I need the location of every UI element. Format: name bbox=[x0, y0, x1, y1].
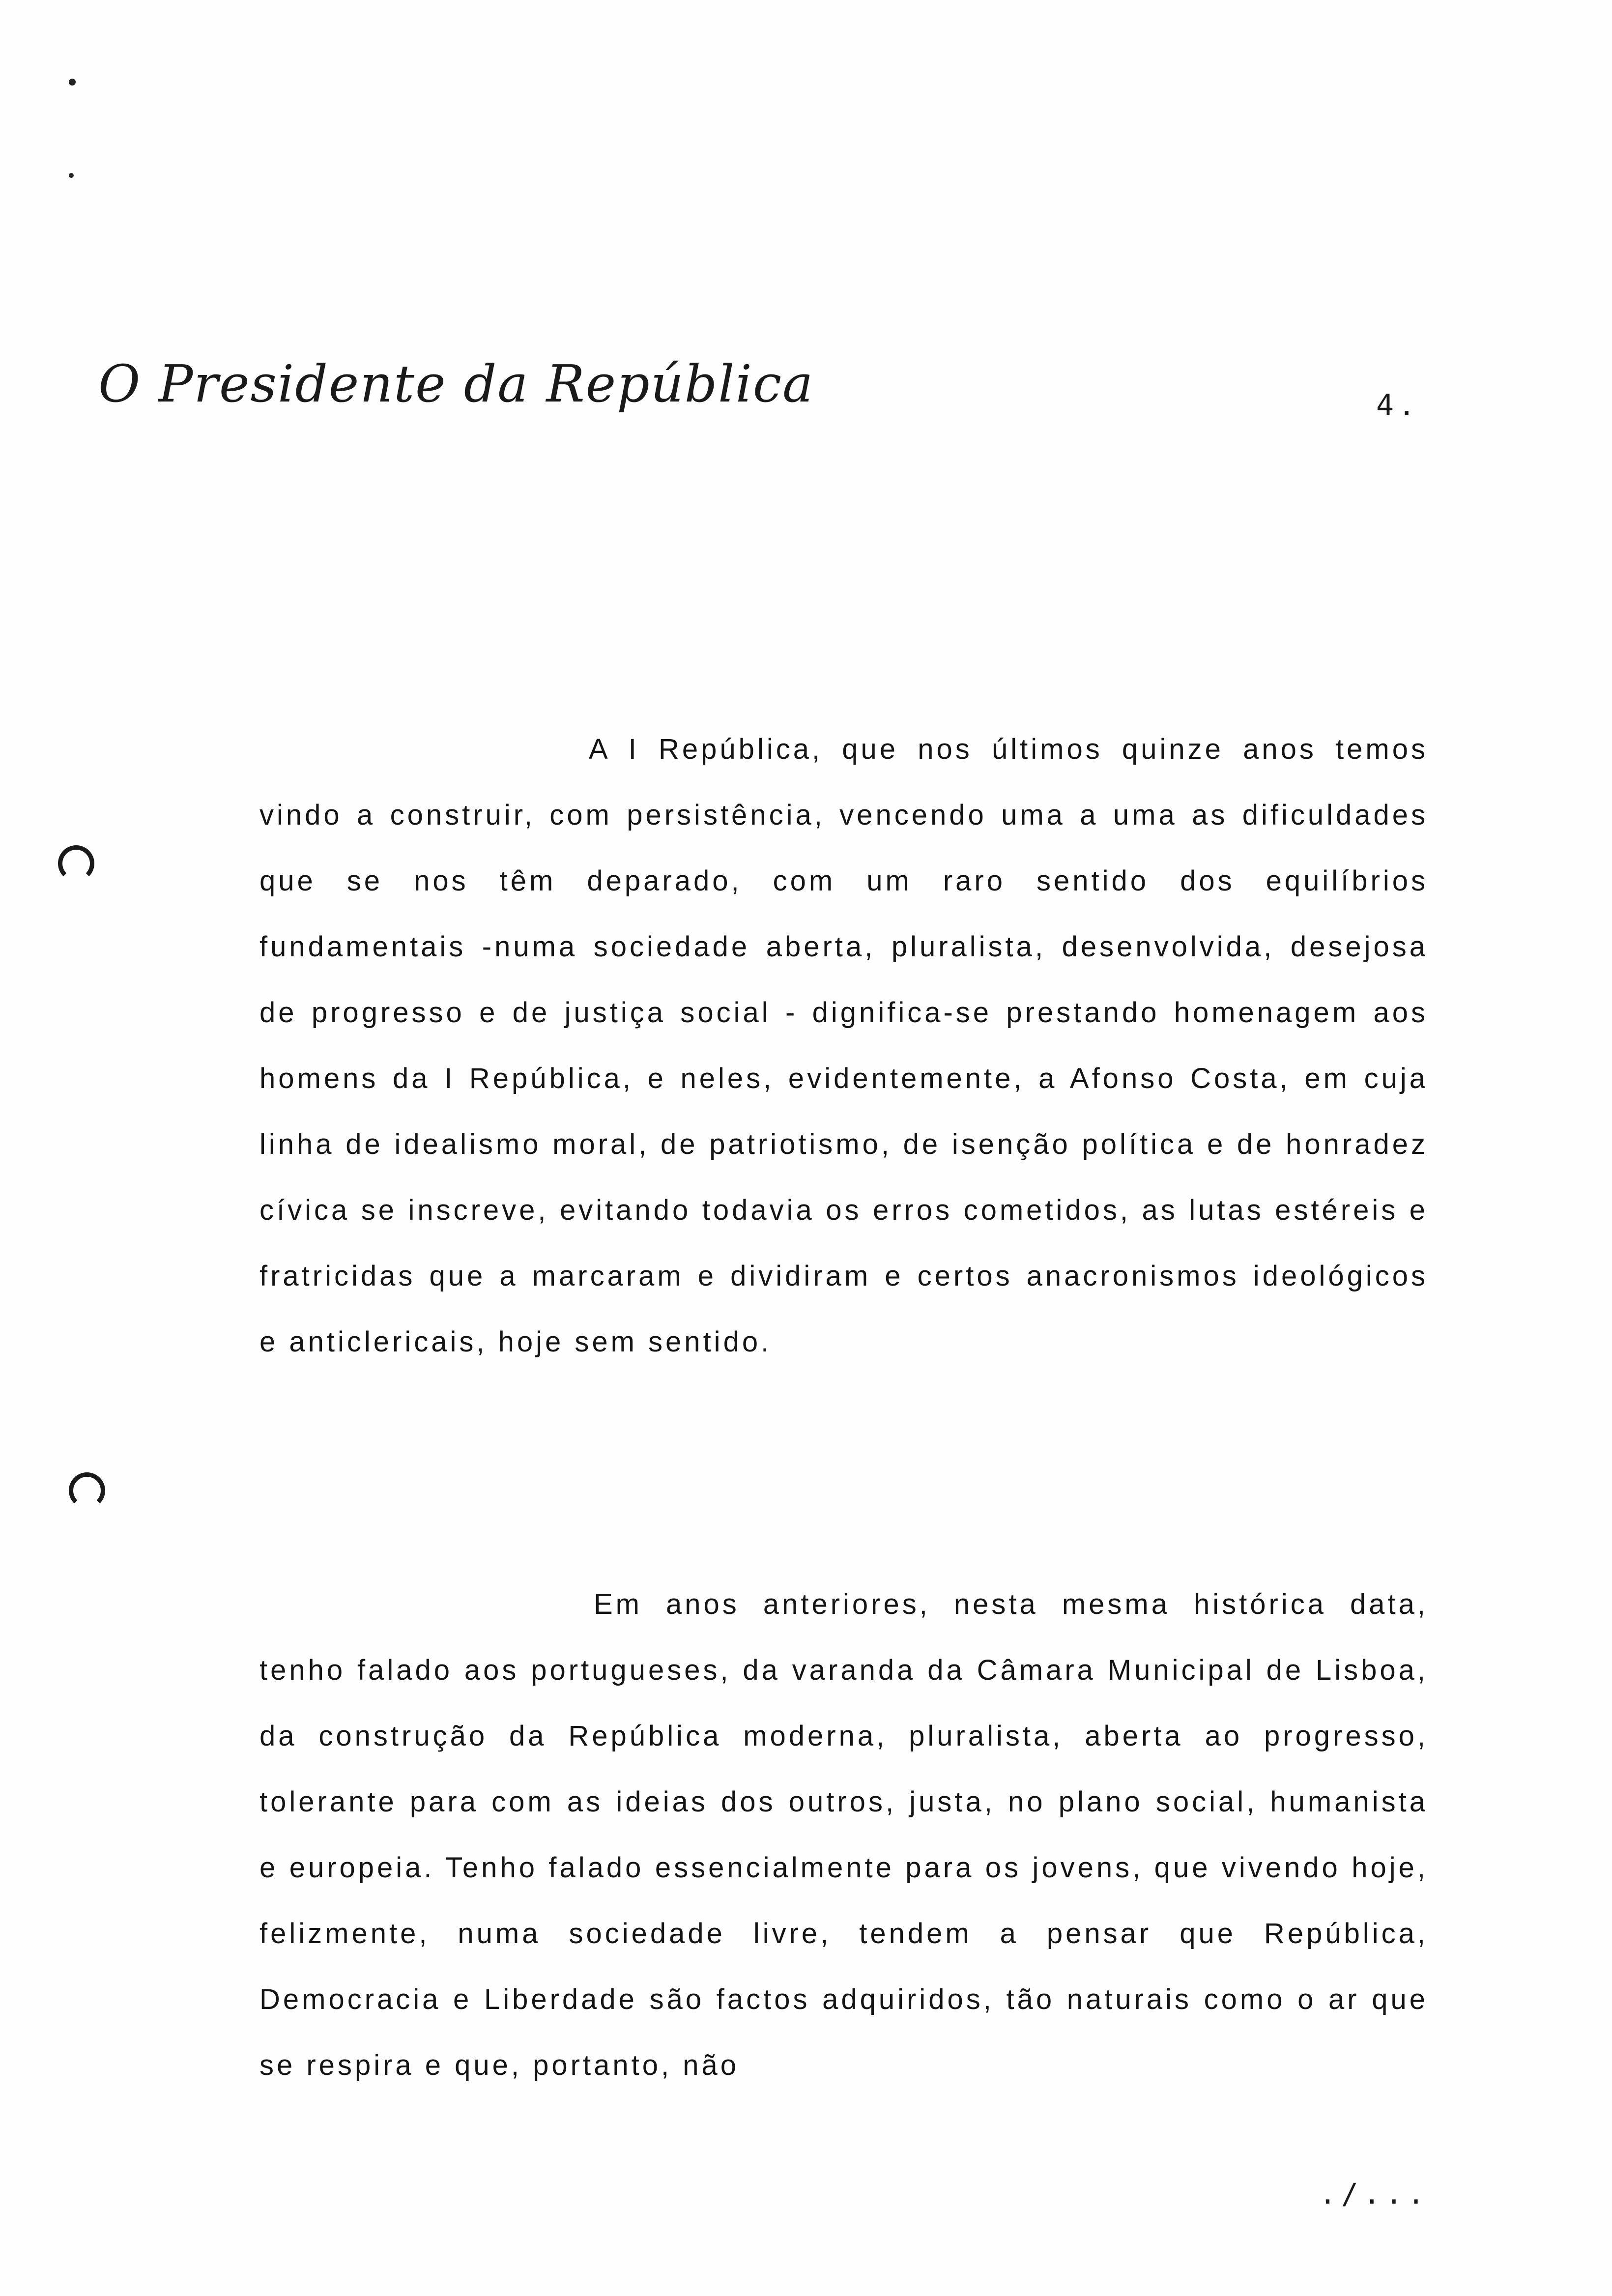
hole-punch-mark bbox=[69, 1472, 105, 1509]
body-paragraph-1: A I República, que nos últimos quinze anos temos vindo a construir, com persistência, vencendo uma a uma as dificuldades que se nos têm deparado, com um raro sentido dos equilíbrios fundamentais -numa sociedade aberta, pluralista, desenvolvida, desejosa de progresso e de justiça social - dignifica-se prestando homenagem aos homens da I República, e neles, evidentemente, a Afonso Costa, em cuja linha de idealismo moral, de patriotismo, de isenção política e de honradez cívica se inscreve, evitando todavia os erros cometidos, as lutas estéreis e fratricidas que a marcaram e dividiram e certos anacronismos ideológicos e anticlericais, hoje sem sentido. bbox=[259, 733, 1428, 1358]
scan-speck bbox=[69, 79, 76, 86]
letterhead-title: O Presidente da República bbox=[98, 354, 814, 414]
continuation-mark: ./... bbox=[1319, 2177, 1430, 2210]
page-number: 4. bbox=[1376, 388, 1420, 423]
scan-speck bbox=[69, 173, 74, 178]
body-paragraph-2: Em anos anteriores, nesta mesma histórica data, tenho falado aos portugueses, da varanda da Câmara Municipal de Lisboa, da construção da República moderna, pluralista, aberta ao progresso, tolerante para com as ideias dos outros, justa, no plano social, humanista e europeia. Tenho falado essencialmente para os jovens, que vivendo hoje, felizmente, numa sociedade livre, tendem a pensar que República, Democracia e Liberdade são factos adquiridos, tão naturais como o ar que se respira e que, portanto, não bbox=[259, 1588, 1428, 2081]
hole-punch-mark bbox=[58, 845, 94, 882]
